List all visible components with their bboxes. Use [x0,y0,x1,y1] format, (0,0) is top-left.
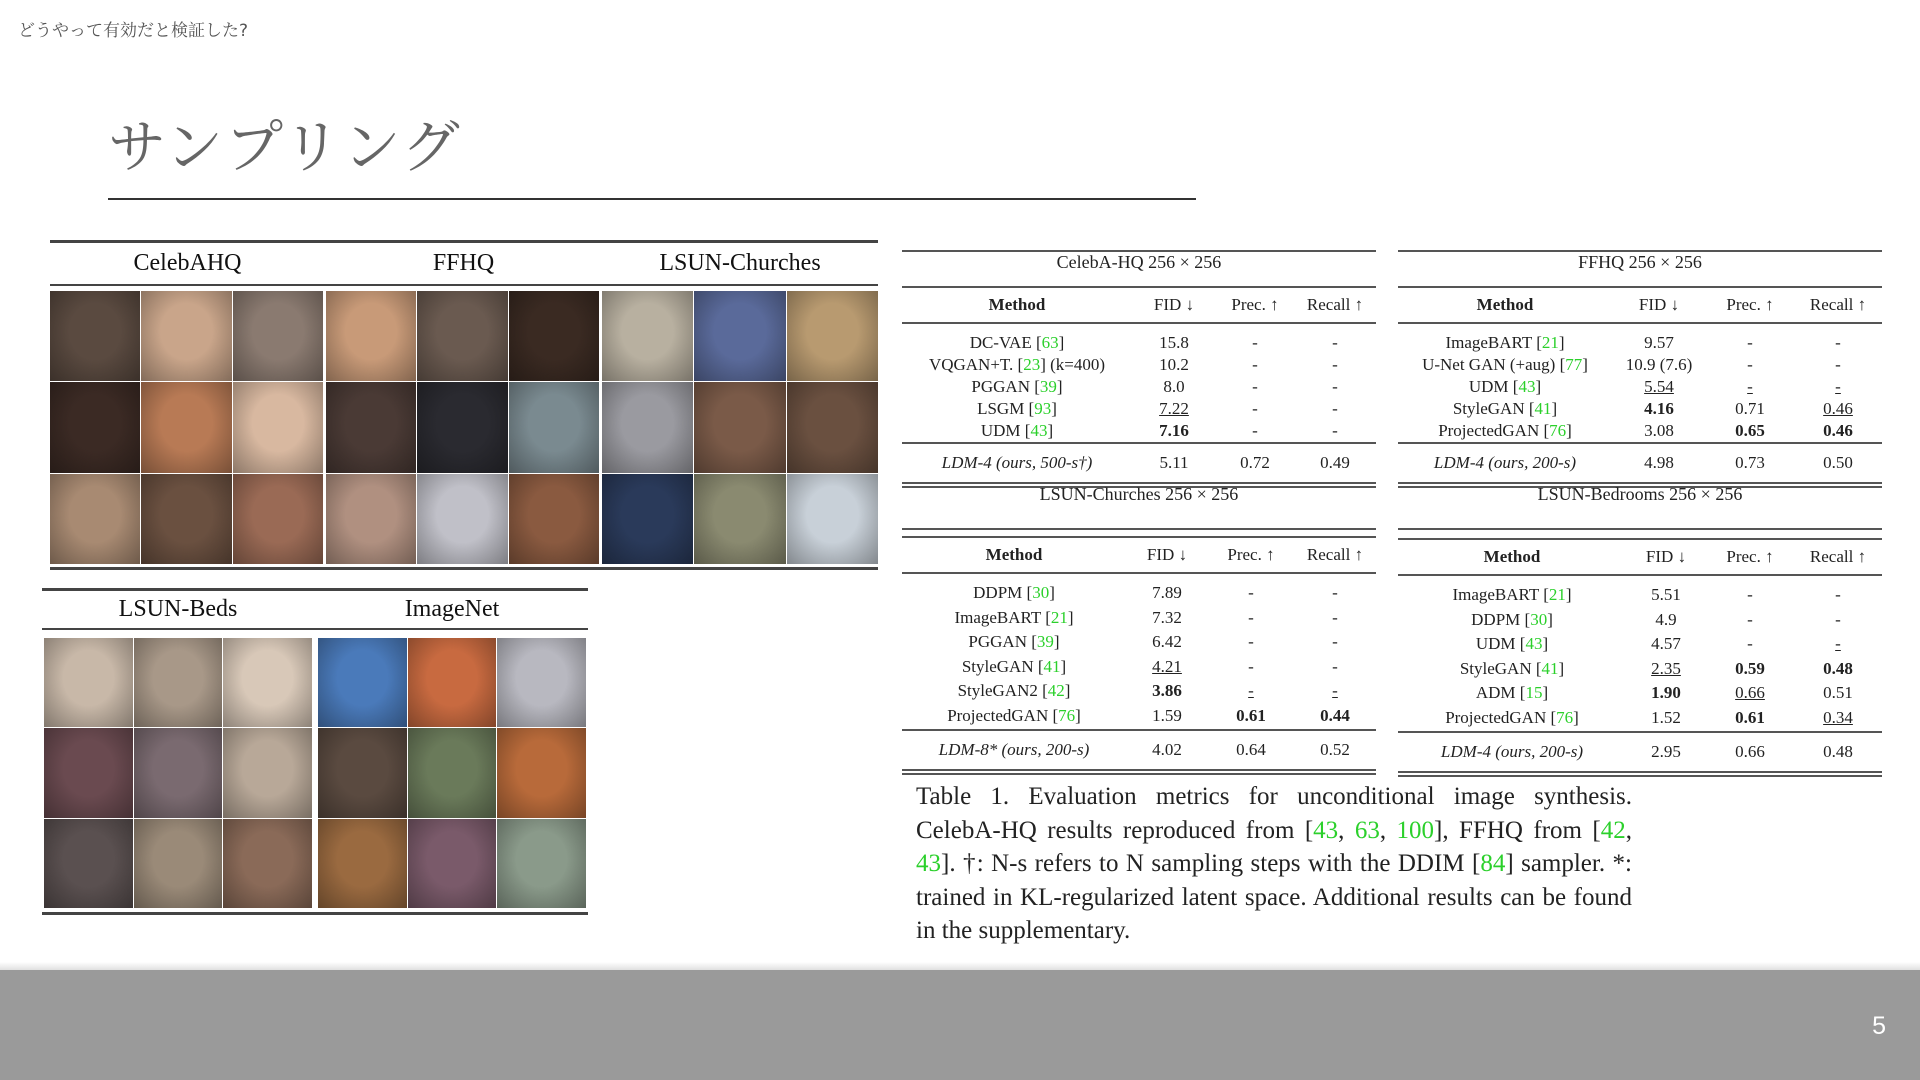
metric-cell: - [1332,632,1338,651]
sample-image-tile [318,728,407,817]
metric-cell: 15.8 [1159,333,1189,352]
metric-cell: 0.52 [1320,740,1350,759]
sample-image-tile [134,638,223,727]
metric-cell: - [1835,634,1841,653]
metric-cell: 0.44 [1320,705,1350,725]
metric-cell: - [1248,681,1254,700]
table-rule [902,528,1376,530]
table-header-cell: FID ↓ [1153,295,1195,314]
lsun-bedrooms-table [1398,484,1882,766]
sample-image-tile [408,819,497,908]
table-header-cell: Prec. ↑ [1231,295,1279,314]
metric-cell: - [1747,634,1753,653]
method-cell: ADM [15] [1475,683,1549,702]
metric-cell: 7.89 [1152,583,1182,602]
sample-image-tile [44,728,133,817]
table-row [1398,737,1882,767]
method-cell: ImageBART [21] [1452,585,1572,604]
sample-image-tile [694,382,785,472]
sample-figure-top [50,240,878,570]
metric-cell: 10.2 [1159,355,1189,374]
metric-cell: - [1252,333,1258,352]
metric-cell: 7.22 [1159,399,1189,418]
metric-cell: - [1248,583,1254,602]
figure-top-rule [50,240,878,243]
metric-cell: - [1332,607,1338,627]
metric-cell: 0.46 [1823,399,1853,418]
table-header-row [1398,290,1882,320]
table-header-cell: FID ↓ [1146,545,1188,564]
table-rule [902,286,1376,288]
metric-cell: 0.71 [1735,399,1765,418]
method-cell: ProjectedGAN [76] [1445,707,1579,727]
metric-cell: 0.65 [1735,421,1765,440]
table-rule [902,442,1376,444]
method-cell: LDM-4 (ours, 200-s) [1433,453,1577,472]
metric-cell: 0.66 [1735,683,1765,702]
sample-image-tile [141,474,231,564]
metric-cell: - [1747,585,1753,604]
sample-image-tile [694,474,785,564]
ffhq-image-grid [326,291,599,564]
metric-cell: 0.48 [1823,742,1853,761]
method-cell: DDPM [30] [1471,609,1553,629]
sample-image-tile [44,819,133,908]
lsun-churches-image-grid [602,291,878,564]
method-cell: UDM [43] [1475,634,1549,653]
sample-image-tile [50,291,140,381]
metric-cell: - [1747,609,1753,629]
metric-cell: - [1747,355,1753,374]
table-rule [1398,442,1882,444]
sample-image-tile [417,291,507,381]
metric-cell: 7.16 [1159,421,1189,440]
table-header-cell: Recall ↑ [1809,547,1867,566]
column-label-lsun-beds: LSUN-Beds [118,596,238,622]
table-title: LSUN-Bedrooms 256 × 256 [1537,484,1743,504]
sample-image-tile [233,291,323,381]
metric-cell: - [1835,609,1841,629]
sample-figure-bottom [42,588,588,916]
method-cell: ImageBART [21] [1445,333,1565,352]
method-cell: StyleGAN2 [42] [957,681,1071,700]
figure-bottom-bottom-rule [42,912,588,915]
table-header-cell: Recall ↑ [1809,295,1867,314]
metric-cell: - [1747,377,1753,396]
metric-cell: - [1835,585,1841,604]
breadcrumb: どうやって有効だと検証した? [18,21,249,41]
lsun-churches-table [902,484,1376,764]
metric-cell: - [1835,377,1841,396]
sample-image-tile [44,638,133,727]
sample-image-tile [602,474,693,564]
metric-cell: 1.59 [1152,705,1182,725]
sample-image-tile [318,819,407,908]
metric-cell: 2.95 [1651,742,1681,761]
table-header-cell: Method [988,295,1046,314]
metric-cell: - [1332,377,1338,396]
sample-image-tile [326,291,416,381]
sample-image-tile [787,474,878,564]
table-caption: Table 1. Evaluation metrics for unconditional image synthesis. CelebA-HQ results reproduced from [43, 63, 100], FFHQ from [42, 43]. †: N-s refers to N sampling steps with the DDIM [84] sampler. *: trained in KL-regularized latent space. Additional results can be found in the supplementary. [916,783,1633,944]
metric-cell: 4.21 [1152,656,1182,676]
method-cell: U-Net GAN (+aug) [77] [1422,355,1588,374]
metric-cell: 0.61 [1735,707,1765,727]
column-label-imagenet: ImageNet [404,596,500,622]
table-row [902,448,1376,478]
method-cell: ProjectedGAN [76] [947,705,1081,725]
sample-image-tile [408,638,497,727]
sample-image-tile [223,638,312,727]
metric-cell: - [1252,399,1258,418]
sample-image-tile [602,291,693,381]
metric-cell: 0.72 [1240,453,1270,472]
sample-image-tile [134,728,223,817]
table-header-cell: Prec. ↑ [1726,547,1774,566]
method-cell: UDM [43] [1468,377,1542,396]
method-cell: ProjectedGAN [76] [1438,421,1572,440]
sample-image-tile [326,474,416,564]
sample-image-tile [509,474,599,564]
sample-image-tile [223,819,312,908]
method-cell: LDM-4 (ours, 500-s†) [941,453,1093,472]
metric-cell: 5.11 [1159,453,1189,472]
table-rule [902,250,1376,252]
metric-cell: - [1747,333,1753,352]
sample-image-tile [141,382,231,472]
method-cell: DDPM [30] [973,583,1055,602]
table-title: CelebA-HQ 256 × 256 [1056,252,1222,272]
metric-cell: 0.59 [1735,658,1765,678]
method-cell: LDM-4 (ours, 200-s) [1440,742,1584,761]
method-cell: StyleGAN [41] [1459,658,1565,678]
method-cell: PGGAN [39] [971,377,1063,396]
metric-cell: - [1332,421,1338,440]
metric-cell: - [1248,632,1254,651]
method-cell: StyleGAN [41] [961,656,1067,676]
sample-image-tile [50,382,140,472]
table-header-cell: Recall ↑ [1306,545,1364,564]
table-header-row [902,290,1376,320]
table-rule [1398,286,1882,288]
table-header-row [1398,542,1882,572]
metric-cell: - [1332,355,1338,374]
footer-bar [0,970,1920,1080]
figure-bottom-rule [42,588,588,591]
imagenet-image-grid [318,638,586,908]
metric-cell: 3.86 [1152,681,1182,700]
page-number: 5 [1872,1012,1886,1040]
figure-top-header-rule [50,284,878,286]
metric-cell: - [1332,681,1338,700]
table-header-cell: Method [1483,547,1541,566]
sample-image-tile [787,382,878,472]
table-rule [902,729,1376,731]
table-header-cell: Method [985,545,1043,564]
metric-cell: 10.9 (7.6) [1625,355,1693,374]
sample-image-tile [694,291,785,381]
sample-image-tile [408,728,497,817]
metric-cell: - [1835,355,1841,374]
method-cell: UDM [43] [980,421,1054,440]
figure-bottom-header-rule [42,628,588,630]
sample-image-tile [326,382,416,472]
table-rule [902,769,1376,771]
metric-cell: - [1252,421,1258,440]
table-rule [1398,250,1882,252]
metric-cell: 4.57 [1651,634,1681,653]
method-cell: DC-VAE [63] [969,333,1065,352]
table-rule [1398,322,1882,324]
table-header-cell: FID ↓ [1645,547,1687,566]
table-rule [1398,574,1882,576]
metric-cell: 3.08 [1644,421,1674,440]
table-rule [902,322,1376,324]
metric-cell: 1.52 [1651,707,1681,727]
metric-cell: - [1248,656,1254,676]
sample-image-tile [417,474,507,564]
table-title: LSUN-Churches 256 × 256 [1039,484,1239,504]
metric-cell: - [1332,399,1338,418]
sample-image-tile [497,819,586,908]
table-rule [902,773,1376,775]
method-cell: LSGM [93] [977,399,1057,418]
sample-image-tile [417,382,507,472]
metric-cell: 2.35 [1651,658,1681,678]
sample-image-tile [223,728,312,817]
sample-image-tile [509,291,599,381]
metric-cell: 0.51 [1823,683,1853,702]
sample-image-tile [497,728,586,817]
metric-cell: 5.51 [1651,585,1681,604]
metric-cell: - [1252,377,1258,396]
sample-image-tile [141,291,231,381]
table-row [902,735,1376,765]
sample-image-tile [509,382,599,472]
metric-cell: - [1332,656,1338,676]
metric-cell: 7.32 [1152,607,1182,627]
table-header-row [902,540,1376,570]
metric-cell: - [1332,583,1338,602]
table-rule [902,536,1376,538]
metric-cell: 6.42 [1152,632,1182,651]
table-header-cell: Prec. ↑ [1227,545,1275,564]
metric-cell: 0.34 [1823,707,1853,727]
table-row [1398,448,1882,478]
method-cell: LDM-8* (ours, 200-s) [938,740,1090,759]
method-cell: VQGAN+T. [23] (k=400) [928,355,1106,374]
table-rule [1398,775,1882,777]
sample-image-tile [50,474,140,564]
metric-cell: 8.0 [1163,377,1185,396]
metric-cell: 0.46 [1823,421,1853,440]
table-rule [1398,528,1882,530]
sample-image-tile [233,474,323,564]
metric-cell: 4.02 [1152,740,1182,759]
table-row [902,701,1376,731]
metric-cell: 9.57 [1644,333,1674,352]
metric-cell: 0.73 [1735,453,1765,472]
table-rule [1398,731,1882,733]
sample-image-tile [134,819,223,908]
table-header-cell: FID ↓ [1638,295,1680,314]
table-rule [1398,771,1882,773]
column-label-celebahq: CelebAHQ [133,250,242,276]
table-rule [1398,538,1882,540]
metric-cell: 5.54 [1644,377,1674,396]
celeba-hq-table [902,252,1376,490]
sample-image-tile [787,291,878,381]
celebahq-image-grid [50,291,323,564]
metric-cell: - [1332,333,1338,352]
metric-cell: 0.49 [1320,453,1350,472]
ffhq-table [1398,252,1882,490]
metric-cell: 4.16 [1644,399,1674,418]
metric-cell: 0.64 [1236,740,1266,759]
column-label-lsun-churches: LSUN-Churches [659,250,821,276]
method-cell: PGGAN [39] [968,632,1060,651]
table-rule [902,572,1376,574]
sample-image-tile [233,382,323,472]
table-header-cell: Prec. ↑ [1726,295,1774,314]
page-title: サンプリング [108,113,462,181]
metric-cell: 0.48 [1823,658,1853,678]
metric-cell: 4.98 [1644,453,1674,472]
table-header-cell: Method [1476,295,1534,314]
sample-image-tile [318,638,407,727]
title-divider [108,198,1196,200]
metric-cell: 0.61 [1236,705,1266,725]
sample-image-tile [497,638,586,727]
table-header-cell: Recall ↑ [1306,295,1364,314]
column-label-ffhq: FFHQ [432,250,495,276]
metric-cell: - [1835,333,1841,352]
sample-image-tile [602,382,693,472]
table-title: FFHQ 256 × 256 [1578,252,1702,272]
metric-cell: 4.9 [1655,609,1677,629]
metric-cell: - [1252,355,1258,374]
metric-cell: 0.50 [1823,453,1853,472]
metric-cell: 0.66 [1735,742,1765,761]
figure-top-bottom-rule [50,567,878,570]
table-row [1398,703,1882,733]
metric-cell: - [1248,607,1254,627]
method-cell: ImageBART [21] [954,607,1074,627]
lsun-beds-image-grid [44,638,312,908]
method-cell: StyleGAN [41] [1452,399,1558,418]
metric-cell: 1.90 [1651,683,1681,702]
